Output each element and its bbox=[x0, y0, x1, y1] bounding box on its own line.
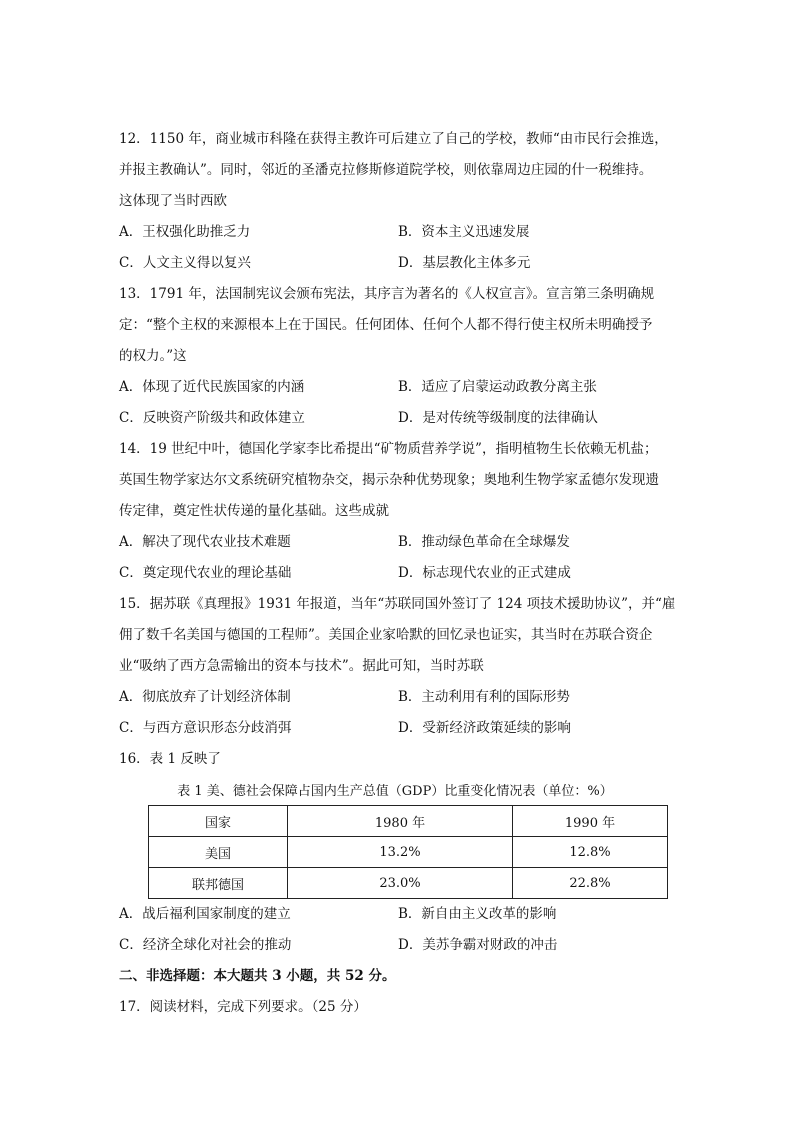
option-row bbox=[119, 682, 679, 713]
question-stem-line: 的权力。”这 bbox=[119, 348, 187, 364]
table-header-row bbox=[149, 806, 668, 837]
option-row bbox=[119, 713, 679, 744]
exam-content bbox=[119, 124, 679, 1023]
option-row bbox=[119, 558, 679, 589]
option-row bbox=[119, 899, 679, 930]
option-row bbox=[119, 930, 679, 961]
question-stem-line: 定：“整个主权的来源根本上在于国民。任何团体、任何个人都不得行使主权所未明确授予 bbox=[119, 317, 653, 333]
question-17-stem: 17．阅读材料，完成下列要求。（25 分） bbox=[119, 999, 367, 1015]
option-c[interactable]: C．人文主义得以复兴 bbox=[119, 255, 251, 271]
option-d[interactable]: D．受新经济政策延续的影响 bbox=[398, 720, 571, 736]
question-13 bbox=[119, 279, 679, 434]
table-cell: 联邦德国 bbox=[149, 868, 288, 899]
option-row bbox=[119, 372, 679, 403]
table-caption: 表 1 美、德社会保障占国内生产总值（GDP）比重变化情况表（单位：%） bbox=[177, 784, 613, 799]
question-stem-line: 佣了数千名美国与德国的工程师”。美国企业家哈默的回忆录也证实，其当时在苏联合资企 bbox=[119, 627, 653, 643]
question-stem-line: 英国生物学家达尔文系统研究植物杂交，揭示杂种优势现象；奥地利生物学家孟德尔发现遗 bbox=[119, 472, 659, 488]
question-stem-line: 并报主教确认”。同时，邻近的圣潘克拉修斯修道院学校，则依靠周边庄园的什一税维持。 bbox=[119, 162, 653, 178]
table-cell: 12.8% bbox=[513, 837, 668, 868]
question-stem-line: 16．表 1 反映了 bbox=[119, 751, 221, 767]
question-15 bbox=[119, 589, 679, 744]
option-row bbox=[119, 403, 679, 434]
table-cell: 23.0% bbox=[288, 868, 513, 899]
question-stem-line: 13．1791 年，法国制宪议会颁布宪法，其序言为著名的《人权宣言》。宣言第三条明确规 bbox=[119, 286, 655, 302]
option-a[interactable]: A．王权强化助推乏力 bbox=[119, 224, 251, 240]
question-stem-line: 15．据苏联《真理报》1931 年报道，当年“苏联同国外签订了 124 项技术援助协议”，并“雇 bbox=[119, 596, 676, 612]
option-b[interactable]: B．适应了启蒙运动政教分离主张 bbox=[398, 379, 597, 395]
option-d[interactable]: D．基层教化主体多元 bbox=[398, 255, 531, 271]
option-a[interactable]: A．体现了近代民族国家的内涵 bbox=[119, 379, 305, 395]
question-stem-line: 业“吸纳了西方急需输出的资本与技术”。据此可知，当时苏联 bbox=[119, 658, 484, 674]
question-stem-line: 14．19 世纪中叶，德国化学家李比希提出“矿物质营养学说”，指明植物生长依赖无机盐； bbox=[119, 441, 658, 457]
option-b[interactable]: B．资本主义迅速发展 bbox=[398, 224, 530, 240]
option-c[interactable]: C．与西方意识形态分歧消弭 bbox=[119, 720, 292, 736]
option-a[interactable]: A．解决了现代农业技术难题 bbox=[119, 534, 291, 550]
option-c[interactable]: C．经济全球化对社会的推动 bbox=[119, 937, 292, 953]
option-d[interactable]: D．美苏争霸对财政的冲击 bbox=[398, 937, 558, 953]
question-stem-line: 传定律，奠定性状传递的量化基础。这些成就 bbox=[119, 503, 389, 519]
option-row bbox=[119, 248, 679, 279]
question-16 bbox=[119, 744, 679, 961]
table-cell: 22.8% bbox=[513, 868, 668, 899]
option-b[interactable]: B．推动绿色革命在全球爆发 bbox=[398, 534, 570, 550]
table-row bbox=[149, 868, 668, 899]
option-c[interactable]: C．奠定现代农业的理论基础 bbox=[119, 565, 292, 581]
table-header-cell: 1990 年 bbox=[513, 806, 668, 837]
option-d[interactable]: D．标志现代农业的正式建成 bbox=[398, 565, 571, 581]
question-stem-line: 12．1150 年，商业城市科隆在获得主教许可后建立了自己的学校，教师“由市民行会推选， bbox=[119, 131, 668, 147]
option-b[interactable]: B．主动利用有利的国际形势 bbox=[398, 689, 570, 705]
question-stem-line: 这体现了当时西欧 bbox=[119, 193, 227, 209]
option-row bbox=[119, 527, 679, 558]
option-b[interactable]: B．新自由主义改革的影响 bbox=[398, 906, 557, 922]
option-a[interactable]: A．战后福利国家制度的建立 bbox=[119, 906, 291, 922]
option-a[interactable]: A．彻底放弃了计划经济体制 bbox=[119, 689, 291, 705]
section-heading: 二、非选择题：本大题共 3 小题，共 52 分。 bbox=[119, 968, 396, 984]
question-14 bbox=[119, 434, 679, 589]
table-header-cell: 国家 bbox=[149, 806, 288, 837]
table-header-cell: 1980 年 bbox=[288, 806, 513, 837]
option-c[interactable]: C．反映资产阶级共和政体建立 bbox=[119, 410, 305, 426]
option-d[interactable]: D．是对传统等级制度的法律确认 bbox=[398, 410, 598, 426]
table-row bbox=[149, 837, 668, 868]
question-12 bbox=[119, 124, 679, 279]
data-table bbox=[148, 805, 668, 899]
option-row bbox=[119, 217, 679, 248]
table-cell: 13.2% bbox=[288, 837, 513, 868]
table-cell: 美国 bbox=[149, 837, 288, 868]
